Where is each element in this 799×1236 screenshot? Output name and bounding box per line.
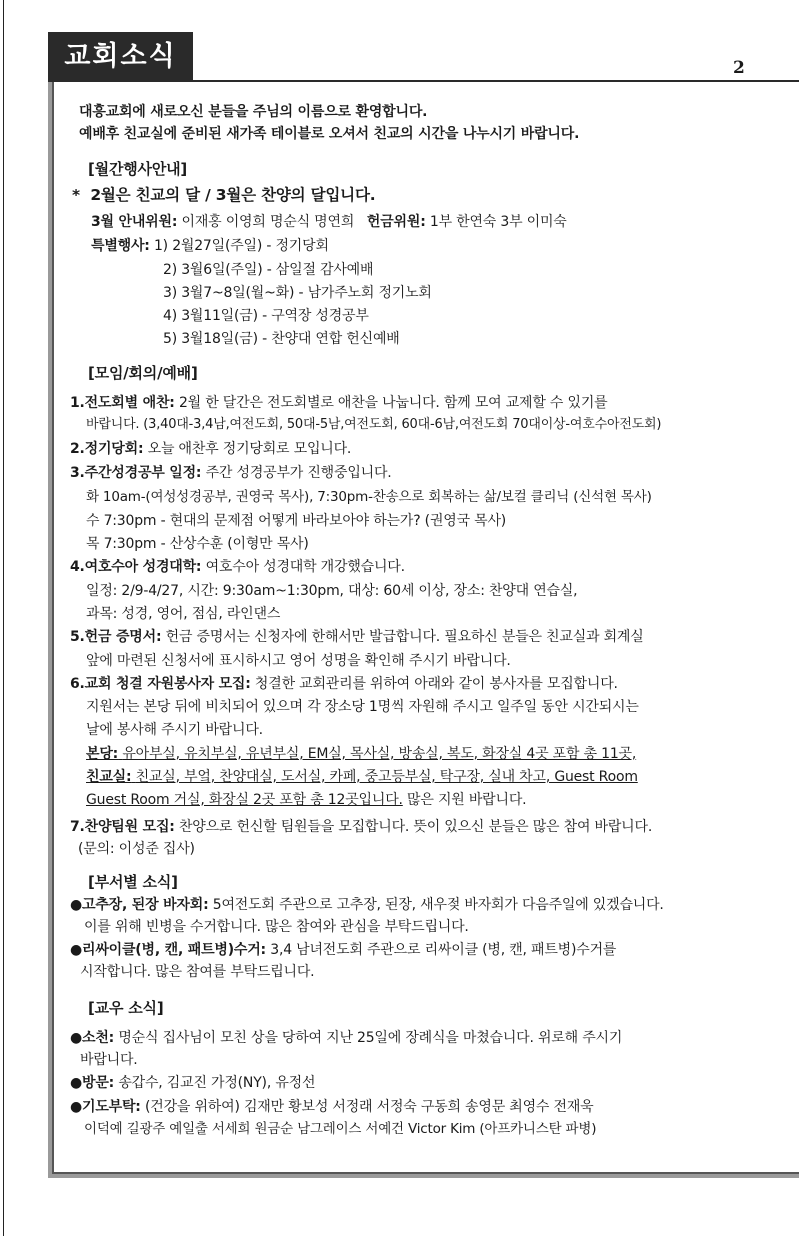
meeting-item-1-label: 1.전도회별 애찬: [70, 395, 175, 411]
member-item-3-label: ●기도부탁: [70, 1099, 141, 1115]
monthly-headline-text: 2월은 친교의 달 / 3월은 찬양의 달입니다. [90, 186, 376, 204]
fellowship-value: 친교실, 부엌, 찬양대실, 도서실, 카페, 중고등부실, 탁구장, 실내 차고, Guest Room [135, 769, 638, 785]
member-item-3 [70, 1098, 593, 1116]
meeting-item-5 [70, 628, 644, 646]
frame-shadow-bottom [52, 1174, 799, 1178]
welcome-line-1: 대흥교회에 새로오신 분들을 주님의 이름으로 환영합니다. [79, 104, 428, 120]
meeting-item-5-label: 5.헌금 증명서: [70, 629, 162, 645]
page-number: 2 [733, 58, 745, 78]
member-item-3-line-2: 이덕예 길광주 예일출 서세희 원금순 남그레이스 서예건 Victor Kim (아프카니스탄 파병) [84, 1121, 597, 1137]
page-edge-rule [3, 0, 4, 1236]
joshua-college-subjects: 과목: 성경, 영어, 점심, 라인댄스 [86, 606, 281, 622]
meeting-item-7-label: 7.찬양팀원 모집: [70, 819, 175, 835]
offering-label: 헌금위원: [366, 214, 426, 230]
fellowship-hall-rooms [86, 768, 638, 786]
member-item-3-text: (건강을 위하여) 김재만 황보성 서정래 서정숙 구동희 송영문 최영수 전재욱 [144, 1099, 594, 1115]
meeting-item-1 [70, 394, 607, 412]
monthly-heading: [월간행사안내] [88, 160, 188, 178]
monthly-headline [72, 186, 375, 204]
main-hall-label: 본당: [86, 746, 119, 762]
ushers-line [91, 213, 567, 231]
meeting-item-6-line-3: 날에 봉사해 주시기 바랍니다. [86, 722, 263, 738]
meeting-item-2-text: 오늘 애찬후 정기당회로 모입니다. [147, 441, 352, 457]
meeting-item-7 [70, 818, 652, 836]
bullet: * [72, 186, 80, 204]
event-1: 1) 2월27일(주일) - 정기당회 [153, 238, 329, 254]
department-item-1-label: ●고추장, 된장 바자회: [70, 897, 209, 913]
department-item-1-line-2: 이를 위해 빈병을 수거합니다. 많은 참여와 관심을 부탁드립니다. [84, 919, 469, 935]
department-item-2-label: ●리싸이클(병, 캔, 패트병)수거: [70, 942, 266, 958]
meeting-item-4-text: 여호수아 성경대학 개강했습니다. [205, 559, 405, 575]
meeting-item-6 [70, 675, 618, 693]
meeting-item-5-text: 헌금 증명서는 신청자에 한해서만 발급합니다. 필요하신 분들은 친교실과 회계실 [165, 629, 644, 645]
bible-study-thu: 목 7:30pm - 산상수훈 (이형만 목사) [86, 536, 309, 552]
fellowship-tail: 많은 지원 바랍니다. [407, 792, 527, 808]
meetings-heading: [모임/회의/예배] [88, 364, 198, 382]
members-heading: [교우 소식] [88, 999, 164, 1017]
special-events-line [91, 237, 329, 255]
event-5: 5) 3월18일(금) - 찬양대 연합 헌신예배 [163, 331, 400, 347]
member-item-1 [70, 1029, 622, 1047]
meeting-item-2 [70, 440, 351, 458]
meeting-item-1-line-2: 바랍니다. (3,40대-3,4남,여전도회, 50대-5남,여전도회, 60대-6남,여전도회 70대이상-여호수아전도회) [86, 417, 662, 432]
departments-heading: [부서별 소식] [88, 873, 178, 891]
department-item-2-text: 3,4 남녀전도회 주관으로 리싸이클 (병, 캔, 패트병)수거를 [270, 942, 617, 958]
welcome-line-2: 예배후 친교실에 준비된 새가족 테이블로 오셔서 친교의 시간을 나누시기 바랍니다. [79, 126, 580, 142]
meeting-item-3-label: 3.주간성경공부 일정: [70, 465, 202, 481]
meeting-item-3 [70, 464, 392, 482]
meeting-item-7-text: 찬양으로 헌신할 팀원들을 모집합니다. 뜻이 있으신 분들은 많은 참여 바랍니다. [178, 819, 653, 835]
main-hall-value: 유아부실, 유치부실, 유년부실, EM실, 목사실, 방송실, 복도, 화장실 4곳 포함 총 11곳, [122, 746, 637, 762]
offering-value: 1부 한연숙 3부 이미숙 [429, 214, 567, 230]
member-item-1-line-2: 바랍니다. [80, 1052, 138, 1068]
department-item-2 [70, 941, 616, 959]
main-hall-rooms [86, 745, 636, 763]
meeting-item-6-text: 청결한 교회관리를 위하여 아래와 같이 봉사자를 모집합니다. [254, 676, 618, 692]
event-2: 2) 3월6일(주일) - 삼일절 감사예배 [163, 262, 374, 278]
meeting-item-6-line-2: 지원서는 본당 뒤에 비치되어 있으며 각 장소당 1명씩 자원해 주시고 일주일 동안 시간되시는 [86, 699, 639, 715]
special-events-label: 특별행사: [91, 238, 150, 254]
meeting-item-7-contact: (문의: 이성준 집사) [78, 841, 195, 857]
department-item-1-text: 5여전도회 주관으로 고추장, 된장, 새우젖 바자회가 다음주일에 있겠습니다. [212, 897, 664, 913]
bible-study-wed: 수 7:30pm - 현대의 문제점 어떻게 바라보아야 하는가? (권영국 목사) [86, 513, 507, 529]
meeting-item-2-label: 2.정기당회: [70, 441, 144, 457]
event-4: 4) 3월11일(금) - 구역장 성경공부 [163, 308, 369, 324]
member-item-2-text: 송갑수, 김교진 가정(NY), 유정선 [118, 1075, 316, 1091]
joshua-college-schedule: 일정: 2/9-4/27, 시간: 9:30am~1:30pm, 대상: 60세 이상, 장소: 찬양대 연습실, [86, 583, 578, 599]
meeting-item-6-label: 6.교회 청결 자원봉사자 모집: [70, 676, 251, 692]
meeting-item-1-text: 2월 한 달간은 전도회별로 애찬을 나눕니다. 함께 모여 교제할 수 있기를 [178, 395, 608, 411]
member-item-2 [70, 1074, 315, 1092]
bible-study-tue: 화 10am-(여성성경공부, 권영국 목사), 7:30pm-찬송으로 회복하는 삶/보컬 클리닉 (신석현 목사) [86, 489, 652, 505]
fellowship-label: 친교실: [86, 769, 132, 785]
meeting-item-4 [70, 558, 405, 576]
ushers-label: 3월 안내위원: [91, 214, 178, 230]
fellowship-line-2 [86, 791, 526, 809]
section-title: 교회소식 [48, 32, 193, 82]
meeting-item-4-label: 4.여호수아 성경대학: [70, 559, 202, 575]
department-item-1 [70, 896, 664, 914]
member-item-1-text: 명순식 집사님이 모친 상을 당하여 지난 25일에 장례식을 마쳤습니다. 위로해 주시기 [118, 1030, 623, 1046]
member-item-2-label: ●방문: [70, 1075, 115, 1091]
member-item-1-label: ●소천: [70, 1030, 115, 1046]
meeting-item-5-line-2: 앞에 마련된 신청서에 표시하시고 영어 성명을 확인해 주시기 바랍니다. [86, 653, 511, 669]
department-item-2-line-2: 시작합니다. 많은 참여를 부탁드립니다. [80, 964, 315, 980]
fellowship-line-2-text: Guest Room 거실, 화장실 2곳 포함 총 12곳입니다. [86, 792, 403, 808]
meeting-item-3-text: 주간 성경공부가 진행중입니다. [205, 465, 392, 481]
ushers-value: 이재홍 이영희 명순식 명연희 [181, 214, 355, 230]
event-3: 3) 3월7~8일(월~화) - 남가주노회 정기노회 [163, 285, 432, 301]
